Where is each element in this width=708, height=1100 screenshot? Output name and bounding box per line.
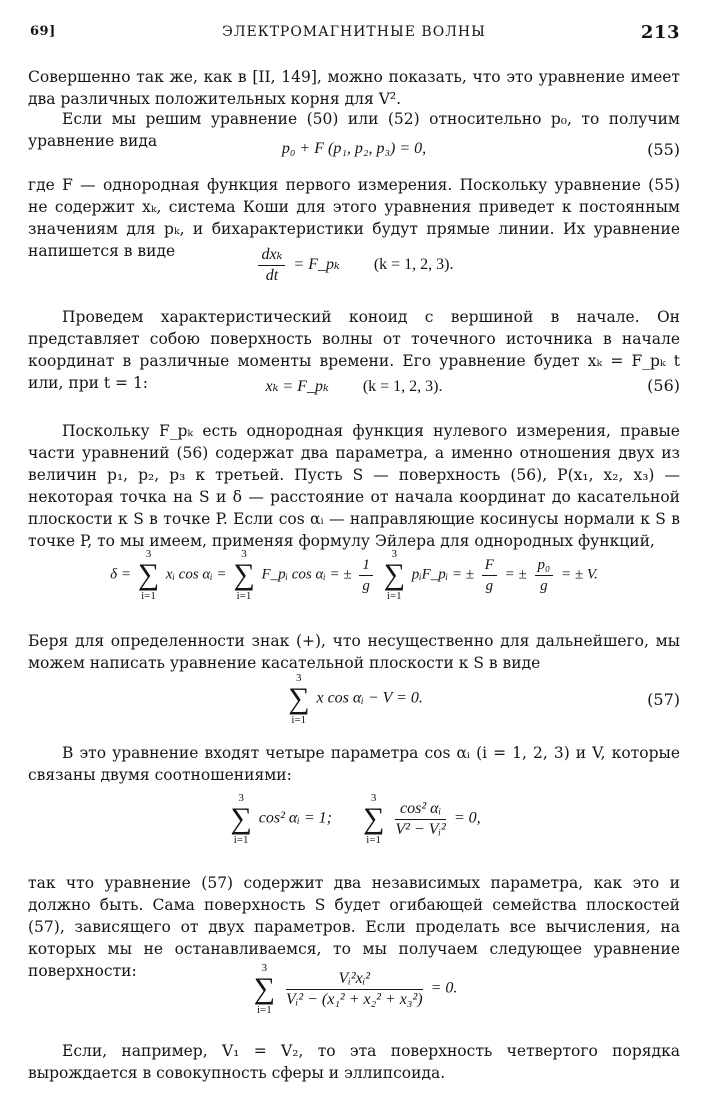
paragraph-3: где F — однородная функция первого измерения. Поскольку уравнение (55) не содержит xₖ, система Коши для этого уравнения приведет к постоянным значениям для pₖ, и бихарактеристики будут прямые линии. Их уравнение напишется в виде bbox=[28, 176, 680, 260]
sum-lower-limit: i=1 bbox=[291, 714, 307, 726]
sum-symbol: 3 ∑ i=1 bbox=[230, 792, 252, 846]
fraction-numerator: cos² αᵢ bbox=[395, 799, 445, 820]
surface-rhs: = 0. bbox=[430, 979, 458, 997]
fraction-denominator: g bbox=[540, 577, 548, 594]
equation-surface bbox=[0, 962, 708, 1016]
equation-55 bbox=[0, 140, 708, 158]
sum-symbol: 3 ∑ i=1 bbox=[233, 548, 255, 602]
equation-56-label: (56) bbox=[647, 376, 680, 395]
sum-upper-limit: 3 bbox=[145, 548, 152, 560]
sum-lower-limit: i=1 bbox=[236, 590, 252, 602]
paragraph-7: В это уравнение входят четыре параметра cos αᵢ (i = 1, 2, 3) и V, которые связаны двумя соотношениями: bbox=[28, 744, 680, 784]
fraction-1-over-g bbox=[359, 555, 373, 596]
euler-part-3: F_pᵢ cos αᵢ = ± bbox=[261, 566, 352, 583]
sum-lower-limit: i=1 bbox=[233, 834, 249, 846]
sum-symbol: 3 ∑ i=1 bbox=[137, 548, 160, 602]
sum-upper-limit: 3 bbox=[296, 672, 302, 684]
equation-rhs: = F_pₖ bbox=[293, 256, 340, 274]
euler-part-2: xᵢ cos αᵢ = bbox=[165, 566, 227, 583]
sum-symbol: 3 ∑ i=1 bbox=[362, 792, 385, 846]
equation-56 bbox=[0, 376, 708, 396]
paragraph-8: так что уравнение (57) содержит два независимых параметра, как это и должно быть. Сама поверхность S будет огибающей семейства плоскостей (57), зависящего от двух параметров. Если проделать все вычисления, на которых мы не останавливаемся, то мы получаем следующее уравнение поверхности: bbox=[28, 874, 680, 980]
fraction-numerator: Vᵢ²xᵢ² bbox=[286, 969, 423, 990]
sum-upper-limit: 3 bbox=[241, 548, 247, 560]
sum-upper-limit: 3 bbox=[391, 548, 398, 560]
sum-symbol: 3 ∑ i=1 bbox=[383, 548, 405, 602]
fraction-numerator: 1 bbox=[359, 555, 373, 576]
relation-right-rhs: = 0, bbox=[453, 809, 481, 827]
fraction-dxk-dt bbox=[258, 245, 285, 286]
fraction-denominator: V² − Vᵢ² bbox=[395, 820, 446, 838]
sum-upper-limit: 3 bbox=[238, 792, 244, 804]
equation-57 bbox=[0, 672, 708, 726]
fraction-relation bbox=[395, 799, 445, 840]
sum-lower-limit: i=1 bbox=[141, 590, 156, 602]
fraction-numerator: dxₖ bbox=[258, 245, 285, 266]
equation-55-body: p₀ + F (p₁, p₂, p₃) = 0, bbox=[281, 140, 427, 157]
equation-relations bbox=[0, 792, 708, 846]
equation-euler bbox=[0, 548, 708, 602]
sum-upper-limit: 3 bbox=[370, 792, 377, 804]
running-title: ЭЛЕКТРОМАГНИТНЫЕ ВОЛНЫ bbox=[222, 24, 486, 40]
equation-57-label: (57) bbox=[647, 690, 680, 709]
paragraph-4: Проведем характеристический коноид с вершиной в начале. Он представляет собою поверхность волны от точечного источника в начале координат в различные моменты времени. Его уравнение будет xₖ = F_pₖ t или, при t = 1: bbox=[28, 308, 680, 392]
euler-part-6: = ± V. bbox=[561, 566, 598, 583]
sum-lower-limit: i=1 bbox=[366, 834, 382, 846]
fraction-denominator: g bbox=[362, 577, 370, 594]
section-number: 69] bbox=[30, 24, 56, 39]
sum-symbol: 3 ∑ i=1 bbox=[288, 672, 310, 726]
equation-bicharacteristics bbox=[0, 245, 708, 286]
paragraph-2: Если мы решим уравнение (50) или (52) относительно p₀, то получим уравнение вида bbox=[28, 110, 680, 150]
fraction-numerator: p₀ bbox=[535, 555, 554, 576]
paragraph-5: Поскольку F_pₖ есть однородная функция нулевого измерения, правые части уравнений (56) содержат два параметра, а именно отношения двух из величин p₁, p₂, p₃ к третьей. Пусть S — поверхность (56), P(x₁, x₂, x₃) — некоторая точка на S и δ — расстояние от начала координат до касательной плоскости к S в точке P. Если cos αᵢ — направляющие косинусы нормали к S в точке P, то мы имеем, применяя формулу Эйлера для однородных функций, bbox=[28, 422, 680, 550]
fraction-f-over-g bbox=[482, 555, 497, 596]
fraction-surface bbox=[286, 969, 423, 1010]
fraction-denominator: Vᵢ² − (x₁² + x₂² + x₃²) bbox=[286, 990, 423, 1008]
page-number: 213 bbox=[640, 22, 680, 43]
fraction-numerator: F bbox=[482, 555, 497, 576]
sum-lower-limit: i=1 bbox=[386, 590, 402, 602]
euler-part-4: pᵢF_pᵢ = ± bbox=[411, 566, 474, 583]
equation-56-condition: (k = 1, 2, 3). bbox=[362, 378, 443, 395]
equation-57-body: x cos αᵢ − V = 0. bbox=[316, 689, 423, 707]
sum-symbol: 3 ∑ i=1 bbox=[253, 962, 276, 1016]
paragraph-1: Совершенно так же, как в [II, 149], можно показать, что это уравнение имеет два различных положительных корня для V². bbox=[28, 68, 680, 108]
fraction-denominator: g bbox=[485, 577, 494, 594]
equation-56-body: xₖ = F_pₖ bbox=[265, 378, 329, 395]
sum-upper-limit: 3 bbox=[261, 962, 268, 974]
fraction-denominator: dt bbox=[265, 267, 279, 284]
fraction-p0-over-g bbox=[535, 555, 554, 596]
paragraph-6: Беря для определенности знак (+), что несущественно для дальнейшего, мы можем написать уравнение касательной плоскости к S в виде bbox=[28, 632, 680, 672]
equation-55-label: (55) bbox=[647, 140, 680, 159]
equation-condition: (k = 1, 2, 3). bbox=[373, 256, 454, 274]
relation-left: cos² αᵢ = 1; bbox=[258, 809, 332, 827]
sum-lower-limit: i=1 bbox=[256, 1004, 272, 1016]
euler-part-1: δ = bbox=[110, 566, 132, 583]
euler-part-5: = ± bbox=[504, 566, 527, 583]
paragraph-9: Если, например, V₁ = V₂, то эта поверхность четвертого порядка вырождается в совокупность сферы и эллипсоида. bbox=[28, 1042, 680, 1082]
